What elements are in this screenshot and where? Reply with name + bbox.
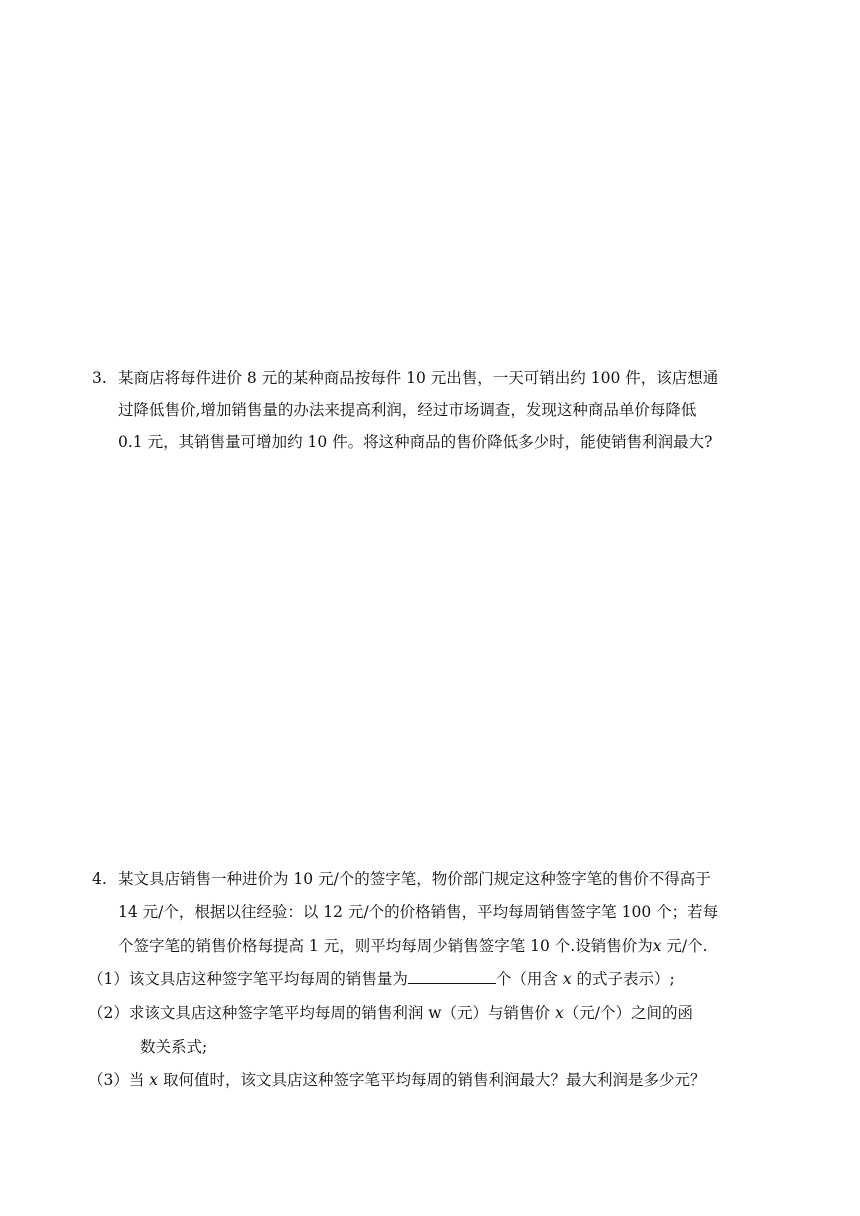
- part-1-suffix-2: 的式子表示）;: [571, 970, 675, 988]
- part-2-suffix: （元/个）之间的函: [563, 1004, 693, 1022]
- problem-3-line-1: 某商店将每件进价 8 元的某种商品按每件 10 元出售，一天可销出约 100 件，该店想通: [118, 369, 719, 387]
- variable-x: x: [562, 970, 572, 988]
- problem-4-line-1: 某文具店销售一种进价为 10 元/个的签字笔，物价部门规定这种签字笔的售价不得高于: [118, 870, 711, 888]
- part-1-suffix: 个（用含: [495, 970, 563, 988]
- problem-4-line-3-text: 个签字笔的销售价格每提高 1 元，则平均每周少销售签字笔 10 个.设销售价为: [118, 937, 653, 955]
- problem-3-line-2: 过降低售价,增加销售量的办法来提高利润，经过市场调查，发现这种商品单价每降低: [118, 401, 697, 419]
- problem-3-line-3: 0.1 元，其销售量可增加约 10 件。将这种商品的售价降低多少时，能使销售利润最大?: [118, 433, 713, 451]
- problem-4-line-3: [118, 936, 708, 956]
- part-1-prefix: （1）该文具店这种签字笔平均每周的销售量为: [88, 970, 408, 988]
- problem-4-part-2-line-2: 数关系式;: [140, 1038, 208, 1056]
- problem-4-line-3-tail: 元/个.: [661, 937, 708, 955]
- variable-x: x: [652, 937, 662, 955]
- variable-x: x: [149, 1071, 159, 1089]
- problem-3-number: 3.: [92, 369, 107, 387]
- problem-4-number: 4.: [92, 870, 107, 888]
- problem-4-part-2-line-1: [88, 1003, 693, 1023]
- answer-blank[interactable]: [408, 969, 496, 984]
- problem-4-line-2: 14 元/个，根据以往经验：以 12 元/个的价格销售，平均每周销售签字笔 100 个；若每: [118, 903, 719, 921]
- variable-x: x: [555, 1004, 564, 1022]
- problem-4-part-3: [88, 1070, 705, 1090]
- problem-4-part-1: [88, 969, 675, 989]
- part-3-suffix: 取何值时，该文具店这种签字笔平均每周的销售利润最大？最大利润是多少元？: [158, 1071, 706, 1089]
- part-2-prefix: （2）求该文具店这种签字笔平均每周的销售利润 w（元）与销售价: [88, 1004, 555, 1022]
- part-3-prefix: （3）当: [88, 1071, 150, 1089]
